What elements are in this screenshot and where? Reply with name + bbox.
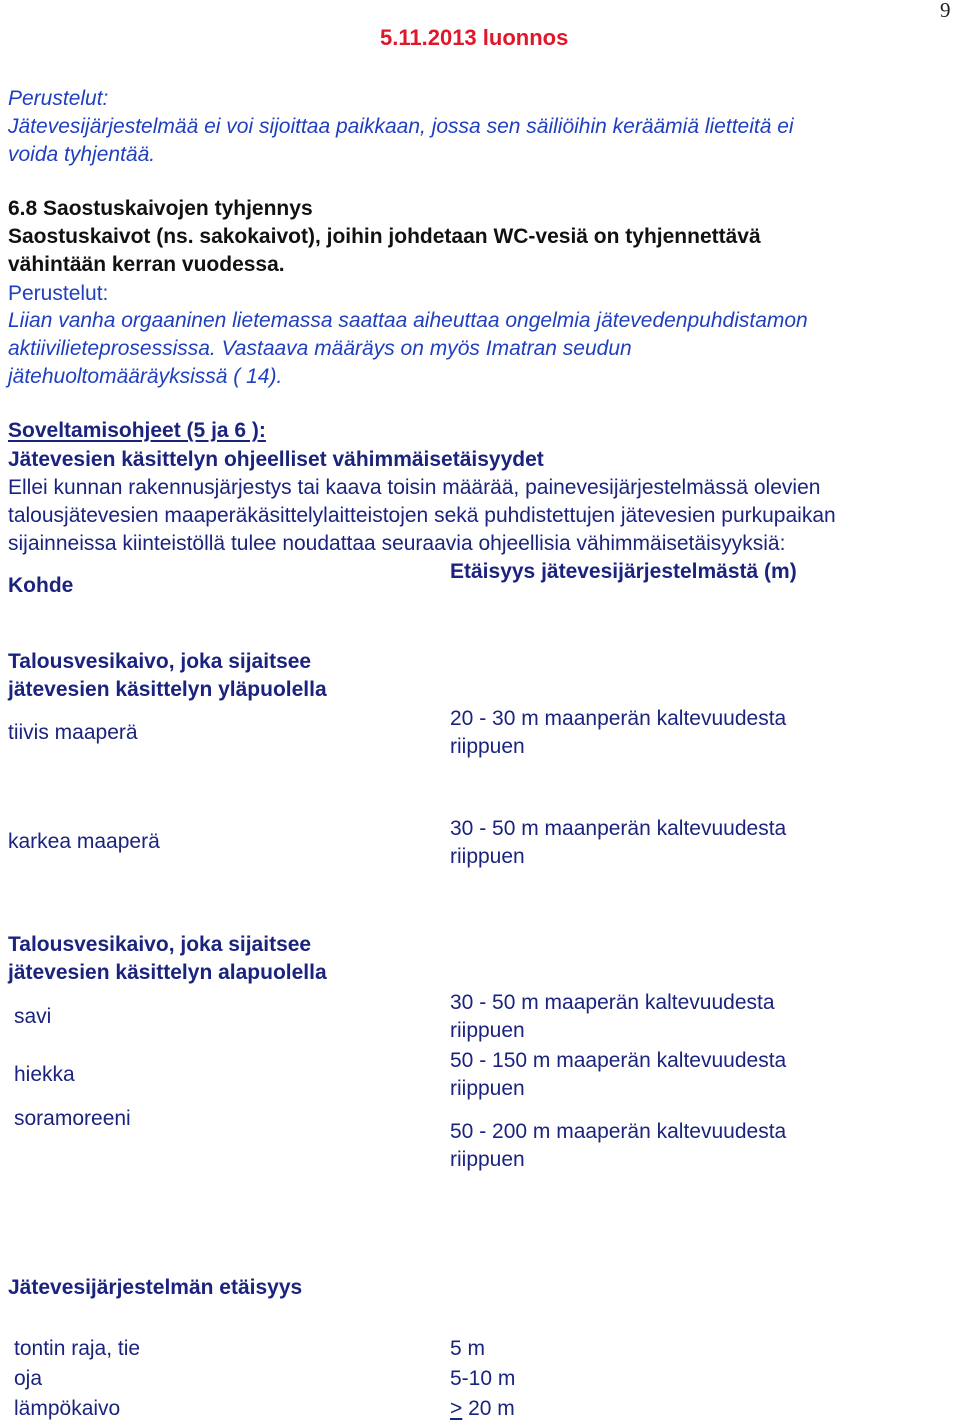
row-label: savi [14, 1005, 52, 1028]
row-value-line: riippuen [450, 845, 525, 868]
rationale-line: aktiivilieteprosessissa. Vastaava määräys on myös Imatran seudun [8, 337, 632, 360]
rationale-line: Liian vanha orgaaninen lietemassa saattaa aiheuttaa ongelmia jätevedenpuhdistamon [8, 309, 808, 332]
guidance-line: talousjätevesien maaperäkäsittelylaitteistojen sekä puhdistettujen jätevesien purkupaikan [8, 504, 836, 527]
section-text-line: vähintään kerran vuodessa. [8, 253, 285, 276]
row-value-line: riippuen [450, 1077, 525, 1100]
row-label: karkea maaperä [8, 830, 160, 853]
rationale-line: Jätevesijärjestelmää ei voi sijoittaa paikkaan, jossa sen säiliöihin keräämiä lietteitä ei [8, 115, 794, 138]
rationale-line: jätehuoltomääräyksissä ( 14). [8, 365, 283, 388]
row-value-line: riippuen [450, 735, 525, 758]
row-label: oja [14, 1367, 43, 1390]
guidance-line: Ellei kunnan rakennusjärjestys tai kaava toisin määrää, painevesijärjestelmässä olevien [8, 476, 821, 499]
row-value-number: 20 m [468, 1397, 515, 1420]
row-value-line: riippuen [450, 1148, 525, 1171]
rationale-label: Perustelut: [8, 87, 109, 110]
group-title-line: jätevesien käsittelyn alapuolella [8, 961, 327, 984]
row-value-line: 30 - 50 m maaperän kaltevuudesta [450, 991, 775, 1014]
guidance-title: Soveltamisohjeet (5 ja 6 ): [8, 419, 266, 442]
section-text-line: Saostuskaivot (ns. sakokaivot), joihin johdetaan WC-vesiä on tyhjennettävä [8, 225, 761, 248]
section-heading: 6.8 Saostuskaivojen tyhjennys [8, 197, 313, 220]
row-label: tontin raja, tie [14, 1337, 141, 1360]
group-title-line: jätevesien käsittelyn yläpuolella [8, 678, 327, 701]
rationale-line: voida tyhjentää. [8, 143, 156, 166]
row-label: tiivis maaperä [8, 721, 138, 744]
page-number: 9 [940, 0, 951, 22]
rationale-label: Perustelut: [8, 282, 109, 305]
greater-than-symbol: > [450, 1397, 463, 1420]
row-value-line: 50 - 150 m maaperän kaltevuudesta [450, 1049, 787, 1072]
column-header-target: Kohde [8, 574, 74, 597]
guidance-subtitle: Jätevesien käsittelyn ohjeelliset vähimmäisetäisyydet [8, 448, 544, 471]
guidance-line: sijainneissa kiinteistöllä tulee noudattaa seuraavia ohjeellisia vähimmäisetäisyyksiä: [8, 532, 786, 555]
group-title-line: Talousvesikaivo, joka sijaitsee [8, 933, 312, 956]
group-title-line: Talousvesikaivo, joka sijaitsee [8, 650, 312, 673]
row-value-line: 30 - 50 m maanperän kaltevuudesta [450, 817, 787, 840]
row-value-line: 20 - 30 m maanperän kaltevuudesta [450, 707, 787, 730]
row-label: hiekka [14, 1063, 75, 1086]
row-label: soramoreeni [14, 1107, 131, 1130]
row-value [450, 1398, 515, 1419]
row-label: lämpökaivo [14, 1397, 121, 1420]
column-header-distance: Etäisyys jätevesijärjestelmästä (m) [450, 560, 797, 583]
row-value: 5 m [450, 1337, 486, 1360]
group-title: Jätevesijärjestelmän etäisyys [8, 1276, 303, 1299]
row-value-line: riippuen [450, 1019, 525, 1042]
row-value-line: 50 - 200 m maaperän kaltevuudesta [450, 1120, 787, 1143]
draft-label: 5.11.2013 luonnos [380, 25, 569, 50]
row-value: 5-10 m [450, 1367, 516, 1390]
